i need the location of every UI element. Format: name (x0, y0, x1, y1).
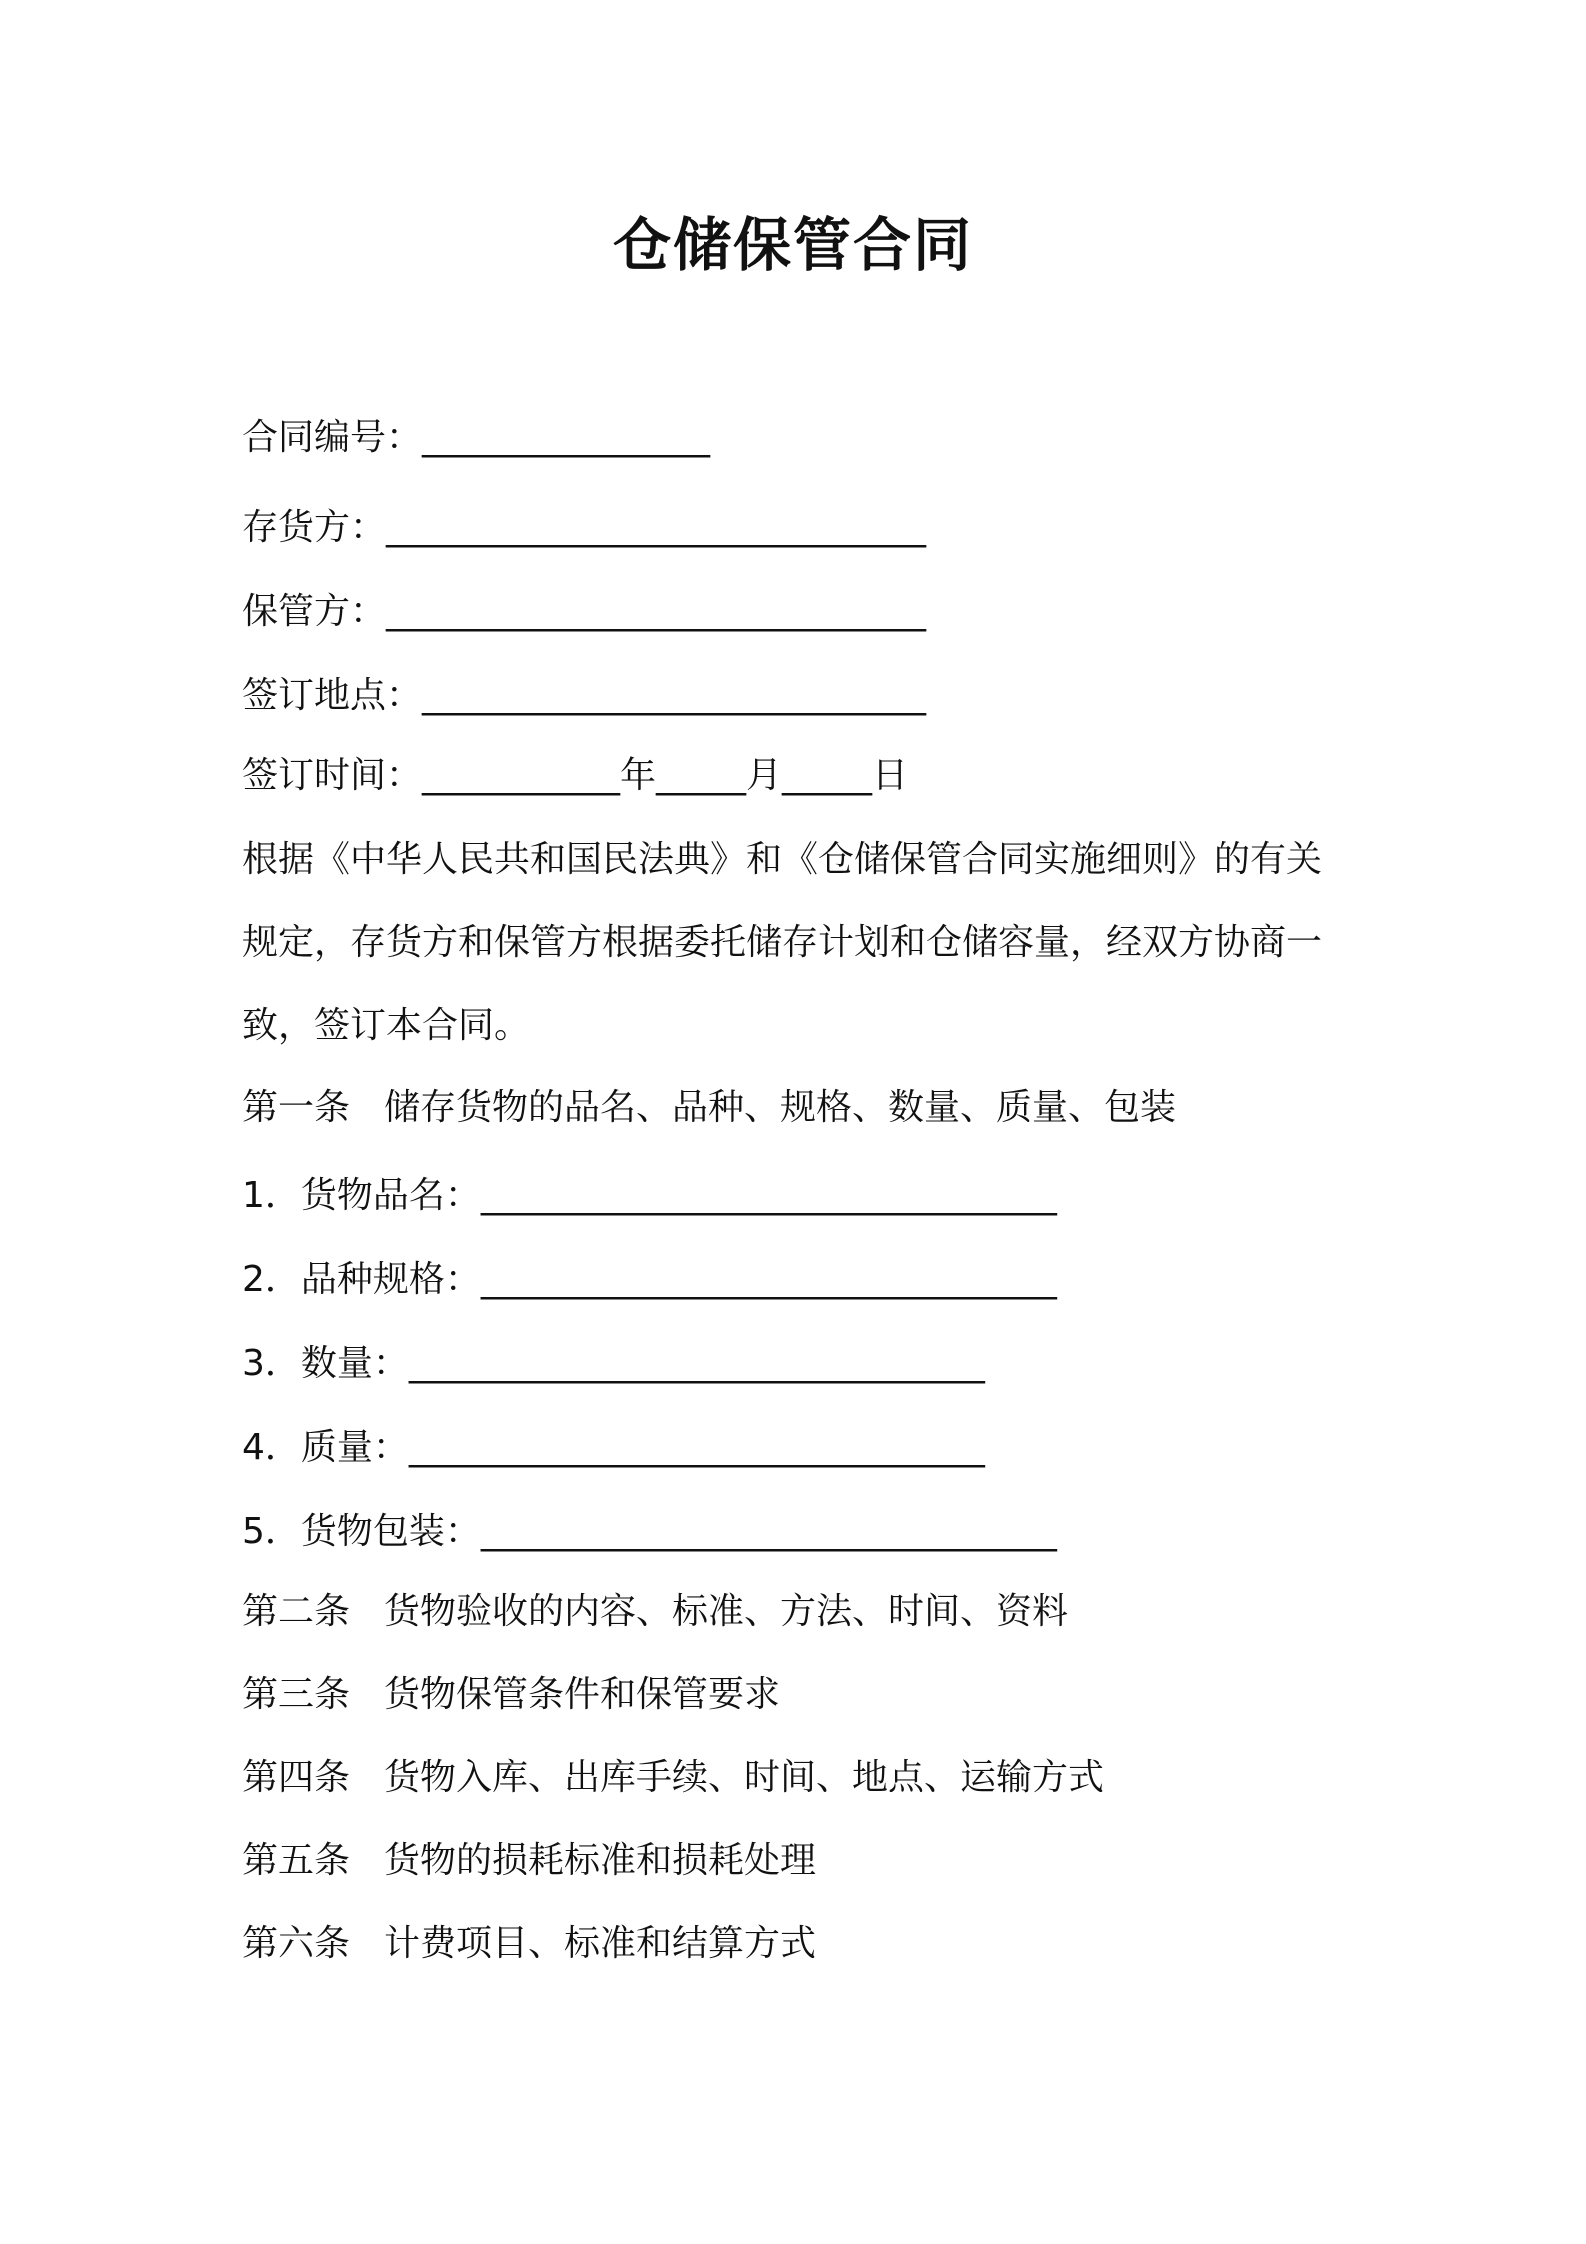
article-3-heading (242, 1667, 780, 1723)
article-1-title: 储存货物的品名、品种、规格、数量、质量、包装 (384, 1087, 1177, 1128)
preamble-line-3: 致，签订本合同。 (242, 1005, 531, 1046)
document-title: 仓储保管合同 (612, 211, 973, 279)
article-4-heading (242, 1750, 1104, 1806)
article-2-number: 第二条 (242, 1591, 351, 1632)
article-1-item-1: 1．货物品名：________________________________ (242, 1175, 1057, 1216)
article-5-title: 货物的损耗标准和损耗处理 (384, 1840, 817, 1881)
article-2-heading (242, 1584, 1068, 1640)
article-1-item-5: 5．货物包装：________________________________ (242, 1511, 1057, 1552)
article-4-number: 第四条 (242, 1757, 351, 1798)
article-5-number: 第五条 (242, 1840, 351, 1881)
article-4-title: 货物入库、出库手续、时间、地点、运输方式 (384, 1757, 1105, 1798)
preamble-line-2: 规定，存货方和保管方根据委托储存计划和仓储容量，经双方协商一 (242, 922, 1323, 963)
article-6-number: 第六条 (242, 1923, 351, 1964)
signing-place-field: 签订地点：____________________________ (242, 675, 927, 716)
article-1-item-2: 2．品种规格：________________________________ (242, 1259, 1057, 1300)
article-3-title: 货物保管条件和保管要求 (384, 1674, 781, 1715)
article-1-item-4: 4．质量：________________________________ (242, 1427, 985, 1468)
article-3-number: 第三条 (242, 1674, 351, 1715)
article-1-number: 第一条 (242, 1087, 351, 1128)
article-6-heading (242, 1916, 816, 1972)
preamble-line-1: 根据《中华人民共和国民法典》和《仓储保管合同实施细则》的有关 (242, 839, 1323, 880)
article-2-title: 货物验收的内容、标准、方法、时间、资料 (384, 1591, 1069, 1632)
depositor-field: 存货方：______________________________ (242, 507, 927, 548)
article-5-heading (242, 1833, 816, 1889)
custodian-field: 保管方：______________________________ (242, 591, 927, 632)
contract-number-field: 合同编号：________________ (242, 417, 711, 458)
article-6-title: 计费项目、标准和结算方式 (384, 1923, 817, 1964)
article-1-item-3: 3．数量：________________________________ (242, 1343, 985, 1384)
signing-date-field: 签订时间：___________年_____月_____日 (242, 755, 909, 796)
article-1-heading (242, 1080, 1176, 1136)
